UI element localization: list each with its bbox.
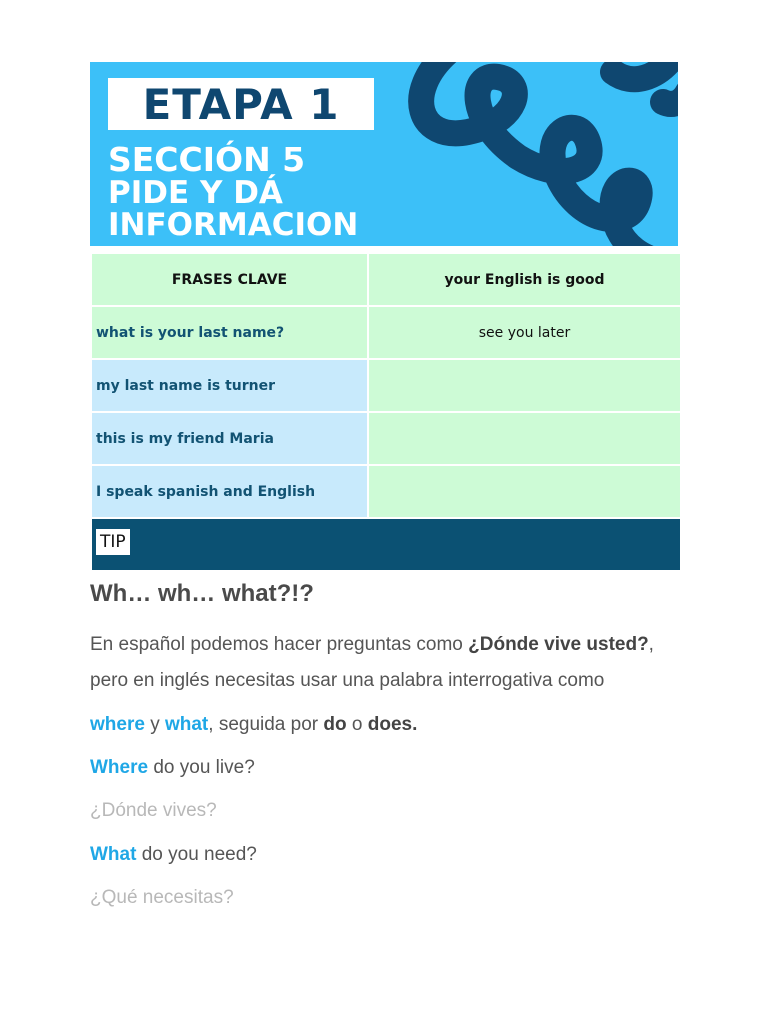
table-cell: this is my friend Maria — [92, 413, 367, 464]
table-header-left: FRASES CLAVE — [92, 254, 367, 305]
keyword-what: what — [164, 714, 209, 735]
table-cell: see you later — [369, 307, 680, 358]
bold-does: does. — [367, 714, 418, 735]
example-2 — [90, 844, 257, 866]
tip-bar — [92, 519, 680, 570]
paragraph-3 — [90, 714, 417, 736]
section-heading: Wh… wh… what?!? — [90, 580, 314, 607]
table-cell: what is your last name? — [92, 307, 367, 358]
text: do you live? — [148, 757, 255, 778]
table-cell — [369, 360, 680, 411]
table-cell: my last name is turner — [92, 360, 367, 411]
table-cell: I speak spanish and English — [92, 466, 367, 517]
bold-text: ¿Dónde vive usted? — [468, 634, 649, 655]
phrases-table — [92, 254, 680, 518]
text: y — [144, 714, 165, 735]
banner-title: ETAPA 1 — [142, 79, 340, 129]
tip-label: TIP — [96, 529, 130, 555]
keyword: Where — [90, 757, 149, 778]
squiggle-decoration-icon — [408, 62, 678, 246]
keyword-where: where — [90, 714, 145, 735]
example-2-translation: ¿Qué necesitas? — [90, 887, 234, 908]
example-1-translation: ¿Dónde vives? — [90, 800, 217, 821]
text: o — [346, 714, 368, 735]
banner-title-box — [108, 78, 374, 130]
banner — [90, 62, 678, 246]
banner-section: SECCIÓN 5 — [108, 140, 306, 179]
paragraph-2: pero en inglés necesitas usar una palabra interrogativa como — [90, 670, 605, 691]
text: do you need? — [136, 844, 257, 865]
keyword: What — [90, 844, 137, 865]
table-cell — [369, 466, 680, 517]
table-cell — [369, 413, 680, 464]
banner-subtitle-1: PIDE Y DÁ — [108, 175, 283, 211]
text: , — [648, 634, 654, 655]
example-1 — [90, 757, 255, 779]
bold-do: do — [323, 714, 347, 735]
table-header-right: your English is good — [369, 254, 680, 305]
paragraph-1 — [90, 634, 654, 656]
text: , seguida por — [208, 714, 324, 735]
text: En español podemos hacer preguntas como — [90, 634, 469, 655]
banner-subtitle-2: INFORMACION — [108, 207, 359, 243]
